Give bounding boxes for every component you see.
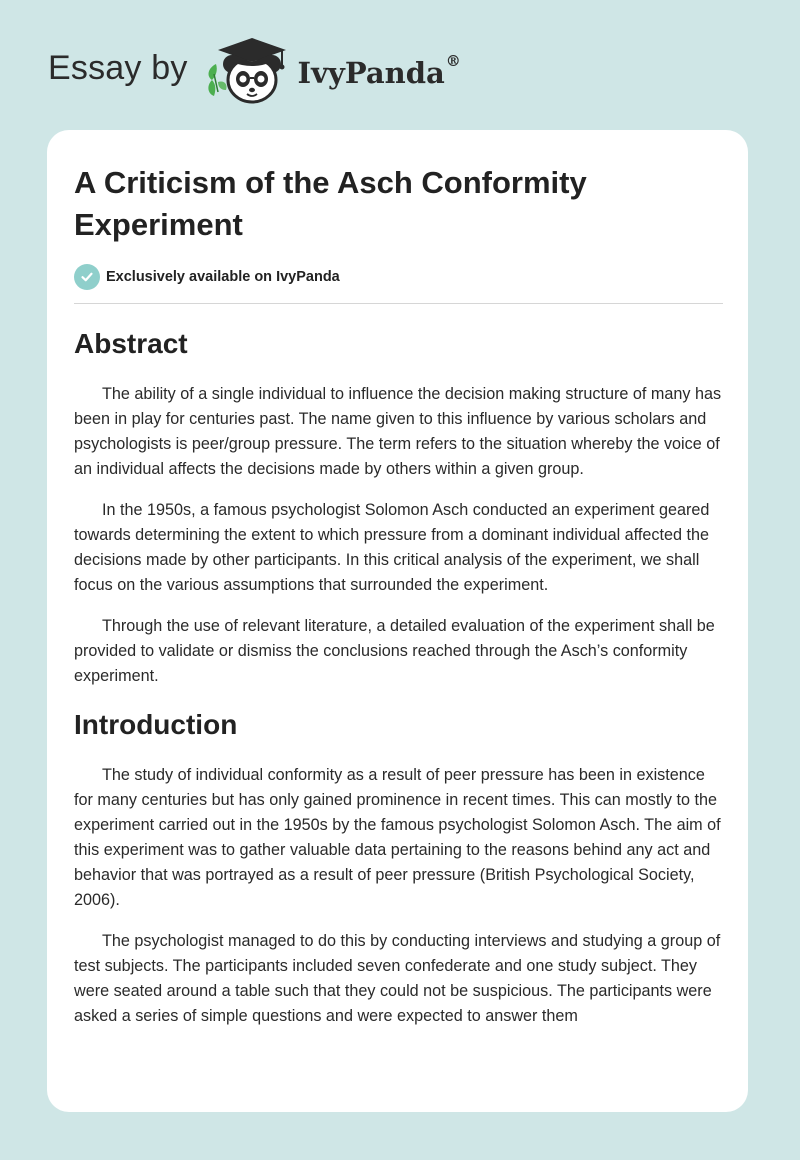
brand-name [297,52,461,90]
title-divider [74,303,723,304]
brand-header[interactable] [48,34,461,110]
exclusive-badge [74,263,723,291]
paragraph: The psychologist managed to do this by conducting interviews and studying a group of test subjects. The participants included seven confederate and one study subject. They were seated around a table such that they could not be suspicious. The participants were asked a series of simple questions and were expected to answer them [74,932,721,1025]
brand-prefix: Essay by [48,48,188,87]
section-heading: Introduction [74,709,238,740]
brand-name-text: IvyPanda [297,56,445,90]
paragraph: In the 1950s, a famous psychologist Solomon Asch conducted an experiment geared towards determining the extent to which pressure from a dominant individual affected the decisions made by other participants. In this critical analysis of the experiment, we shall focus on the various assumptions that surrounded the experiment. [74,501,710,594]
section-abstract [74,326,723,689]
paragraph: The study of individual conformity as a result of peer pressure has been in existence for many centuries but has only gained prominence in recent times. This can mostly to the experiment carried out in the 1950s by the famous psychologist Solomon Asch. The aim of this experiment was to gather valuable data pertaining to the reasons behind any act and behavior that was portrayed as a result of peer pressure (British Psychological Society, 2006). [74,766,721,909]
registered-mark: ® [445,52,461,70]
panda-graduate-logo-icon [202,34,294,110]
essay-card [47,130,748,1112]
essay-content [74,162,723,1029]
essay-title: A Criticism of the Asch Conformity Experiment [74,165,587,242]
exclusive-badge-text: Exclusively available on IvyPanda [106,269,340,285]
section-introduction [74,707,723,1029]
check-circle-icon [74,264,100,290]
paragraph: The ability of a single individual to influence the decision making structure of many has been in play for centuries past. The name given to this influence by various scholars and psychologists is peer/group pressure. The term refers to the situation whereby the voice of an individual affects the decisions made by others within a given group. [74,385,722,478]
paragraph: Through the use of relevant literature, a detailed evaluation of the experiment shall be provided to validate or dismiss the conclusions reached through the Asch’s conformity experiment. [74,617,715,685]
section-heading: Abstract [74,328,188,359]
